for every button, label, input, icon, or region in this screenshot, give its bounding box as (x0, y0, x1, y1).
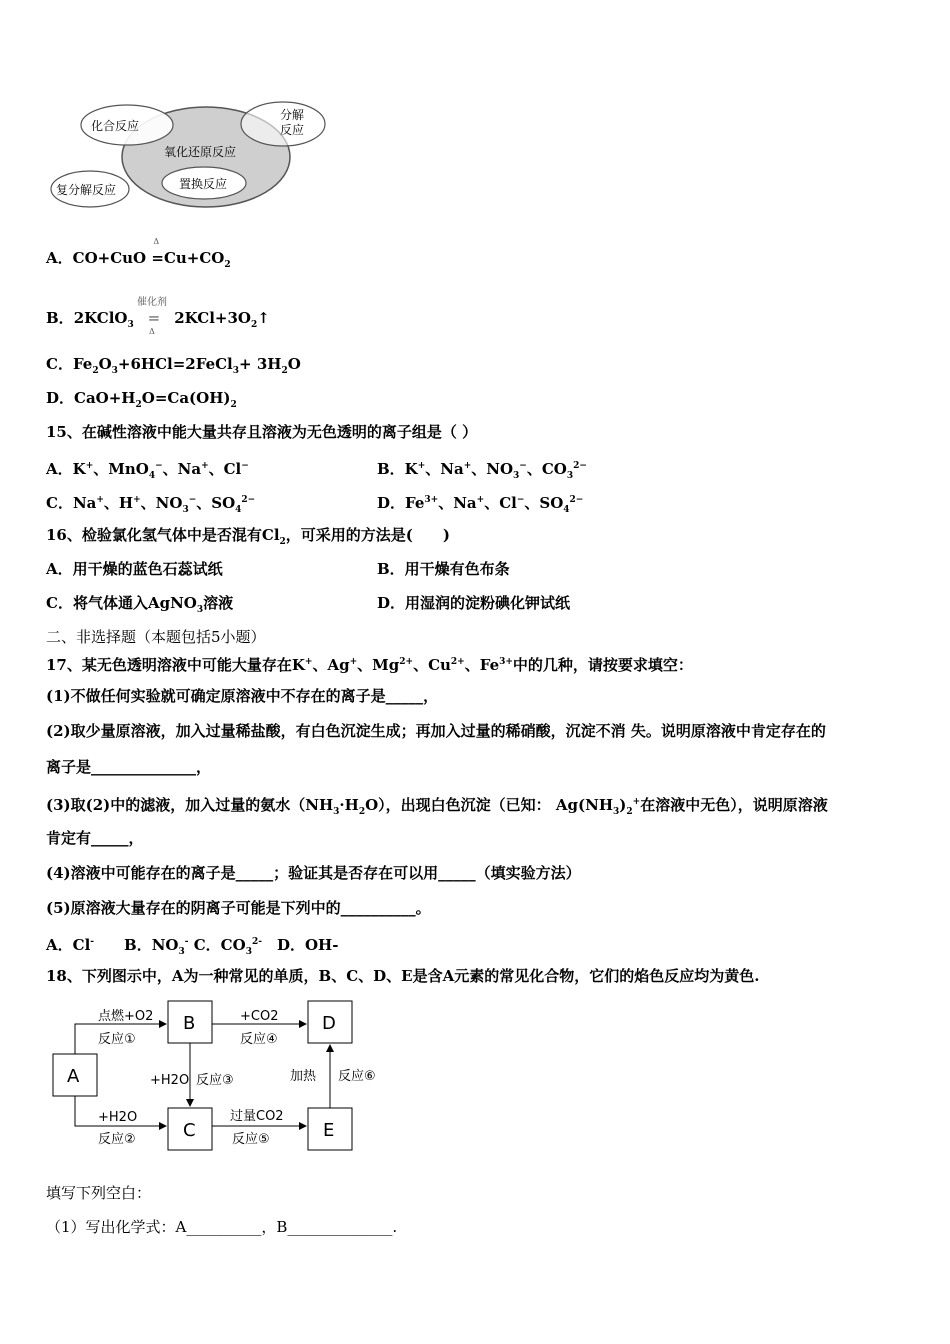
q14-option-d: D．$CaO+H_2O=Ca(OH)_2$ (46, 389, 237, 410)
venn-redox: 氧化还原反应 (164, 145, 237, 159)
svg-text:C: C (183, 1120, 196, 1141)
q16-option-b: B．用干燥有色布条 (377, 560, 510, 578)
r4-bot: 反应④ (240, 1032, 278, 1047)
q16-stem: 16、检验氯化氢气体中是否混有$Cl_2$，可采用的方法是( ) (46, 526, 450, 547)
venn-double-decomp: 复分解反应 (56, 183, 117, 197)
q18-part-1: （1）写出化学式：A__________，B______________. (46, 1218, 398, 1236)
q17-part-3b: 肯定有_____， (46, 829, 144, 847)
r3-left: +H2O (150, 1073, 190, 1088)
r1-bot: 反应① (98, 1032, 136, 1047)
q15-option-c: C．Na+、H+、$NO_3^-$、$SO_4^{2-}$ (46, 494, 256, 515)
q14-b-cond-bottom: Δ (148, 327, 155, 336)
svg-text:D: D (322, 1013, 336, 1034)
q14-option-c: C．$Fe_2O_3+6HCl=2FeCl_3+ 3H_2O$ (46, 355, 301, 376)
q17-part-2b: 离子是______________， (46, 758, 212, 776)
venn-displacement: 置换反应 (179, 177, 228, 191)
q17-part-2a: (2)取少量原溶液，加入过量稀盐酸，有白色沉淀生成；再加入过量的稀硝酸，沉淀不消 失。说明原溶液中肯定存在的 (46, 722, 826, 740)
q15-option-a: A．K+、MnO$_4$−、Na+、Cl− (46, 460, 249, 481)
svg-text:B: B (183, 1013, 196, 1034)
svg-text:A: A (67, 1066, 80, 1087)
q17-part-3a: (3)取(2)中的滤液，加入过量的氨水$(NH_3\cdot H_2O)$，出现白色沉淀（已知： $Ag(NH_3)_2^+$在溶液中无色），说明原溶液 (46, 796, 828, 817)
q15-option-d: D．$Fe^{3+}$、Na+、Cl−、$SO_4^{2-}$ (377, 494, 584, 515)
r4-top: +CO2 (240, 1009, 279, 1024)
q17-stem: 17、某无色透明溶液中可能大量存在K+、Ag+、$Mg^{2+}$、$Cu^{2+}$、$Fe^{3+}$中的几种，请按要求填空： (46, 656, 693, 674)
r1-top: 点燃+O2 (98, 1009, 154, 1024)
r6-right: 反应⑥ (338, 1069, 376, 1084)
venn-decomp-1: 分解 (280, 108, 305, 122)
q14-a-condition: Δ (153, 237, 160, 246)
reaction-venn-diagram (46, 100, 336, 215)
q15-stem: 15、在碱性溶液中能大量共存且溶液为无色透明的离子组是（ ） (46, 423, 478, 441)
q18-flow-diagram (50, 998, 400, 1156)
q17-part-1: (1)不做任何实验就可确定原溶液中不存在的离子是_____， (46, 687, 439, 705)
q17-options: A．Cl- B．$NO_3^-$ C．$CO_3^{2-}$ D．OH- (46, 936, 339, 957)
q14-option-b: B．2KClO$_3$ 催化剂 = Δ $2KCl+3O_2↑$ (46, 308, 270, 335)
r5-top: 过量CO2 (230, 1109, 284, 1124)
q14-option-a: A．CO+CuO Δ $=Cu+CO_2$ (46, 248, 231, 275)
q16-option-a: A．用干燥的蓝色石蕊试纸 (46, 560, 223, 578)
q18-fill-instruction: 填写下列空白： (46, 1184, 152, 1202)
q16-option-c: C．将气体通入AgNO$_3$溶液 (46, 594, 234, 615)
r3-right: 反应③ (196, 1073, 234, 1088)
q14-b-cond-top: 催化剂 (136, 297, 167, 308)
r6-left: 加热 (290, 1069, 317, 1084)
q17-part-5: (5)原溶液大量存在的阴离子可能是下列中的__________。 (46, 899, 431, 917)
q17-part-4: (4)溶液中可能存在的离子是_____；验证其是否存在可以用_____（填实验方法） (46, 864, 581, 882)
q15-option-b: B．K+、Na+、$NO_3^-$、$CO_3^{2-}$ (377, 460, 587, 481)
venn-decomp-2: 反应 (280, 123, 305, 137)
svg-text:E: E (323, 1120, 335, 1141)
section-2-heading: 二、非选择题（本题包括5小题） (46, 628, 266, 646)
q16-option-d: D．用湿润的淀粉碘化钾试纸 (377, 594, 571, 612)
venn-combination: 化合反应 (91, 119, 140, 133)
r2-top: +H2O (98, 1110, 138, 1125)
r5-bot: 反应⑤ (232, 1132, 270, 1147)
q18-stem: 18、下列图示中，A为一种常见的单质，B、C、D、E是含A元素的常见化合物，它们的焰色反应均为黄色. (46, 967, 760, 985)
r2-bot: 反应② (98, 1132, 136, 1147)
